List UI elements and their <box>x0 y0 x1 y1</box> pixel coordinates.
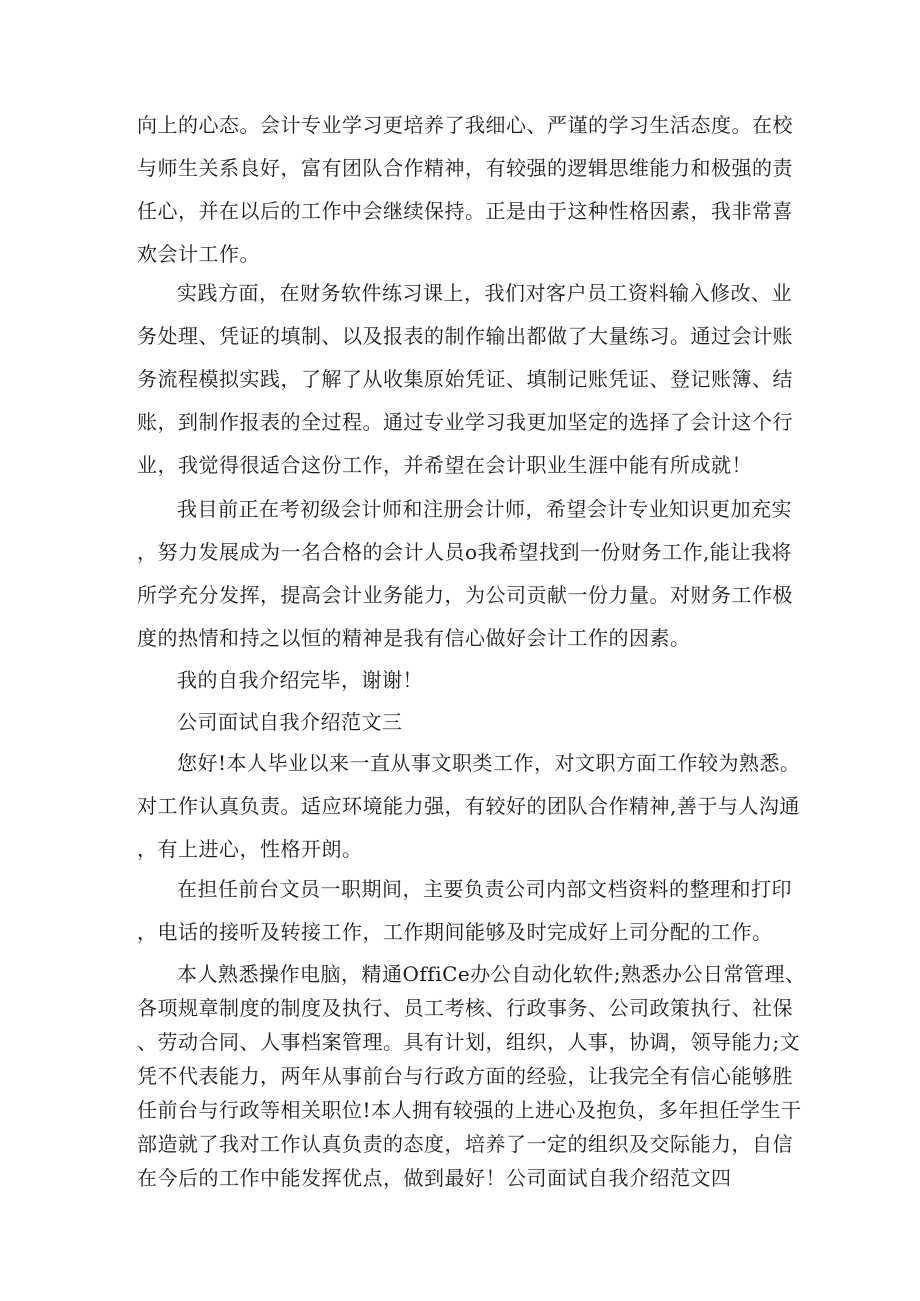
paragraph-greeting: 您好!本人毕业以来一直从事文职类工作，对文职方面工作较为熟悉。对工作认真负责。适应环境能力强，有较好的团队合作精神,善于与人沟通，有上进心，性格开朗。 <box>137 751 801 861</box>
paragraph-reception: 在担任前台文员一职期间，主要负责公司内部文档资料的整理和打印，电话的接听及转接工作，工作期间能够及时完成好上司分配的工作。 <box>137 877 792 944</box>
paragraph-skills: 本人熟悉操作电脑，精通OffiCe办公自动化软件;熟悉办公日常管理、各项规章制度的制度及执行、员工考核、行政事务、公司政策执行、社保、劳动合同、人事档案管理。具有计划，组织，人事，协调，领导能力;文凭不代表能力，两年从事前台与行政方面的经验，让我完全有信心能够胜任前台与行政等相关职位!本人拥有较强的上进心及抱负，多年担任学生干部造就了我对工作认真负责的态度，培养了一定的组织及交际能力，自信在今后的工作中能发挥优点，做到最好！公司面试自我介绍范文四 <box>137 962 806 1190</box>
section-heading: 公司面试自我介绍范文三 <box>177 710 403 734</box>
paragraph-goals: 我目前正在考初级会计师和注册会计师，希望会计专业知识更加充实，努力发展成为一名合格的会计人员o我希望找到一份财务工作,能让我将所学充分发挥，提高会计业务能力，为公司贡献一份力量。对财务工作极度的热情和持之以恒的精神是我有信心做好会计工作的因素。 <box>137 497 793 650</box>
paragraph-practice: 实践方面，在财务软件练习课上，我们对客户员工资料输入修改、业务处理、凭证的填制、以及报表的制作输出都做了大量练习。通过会计账务流程模拟实践，了解了从收集原始凭证、填制记账凭证、登记账簿、结账，到制作报表的全过程。通过专业学习我更加坚定的选择了会计这个行业，我觉得很适合这份工作，并希望在会计职业生涯中能有所成就！ <box>137 281 793 477</box>
paragraph-attitude: 向上的心态。会计专业学习更培养了我细心、严谨的学习生活态度。在校与师生关系良好，富有团队合作精神，有较强的逻辑思维能力和极强的责任心，并在以后的工作中会继续保持。正是由于这种性格因素，我非常喜欢会计工作。 <box>137 113 793 266</box>
paragraph-closing: 我的自我介绍完毕，谢谢！ <box>177 668 423 692</box>
